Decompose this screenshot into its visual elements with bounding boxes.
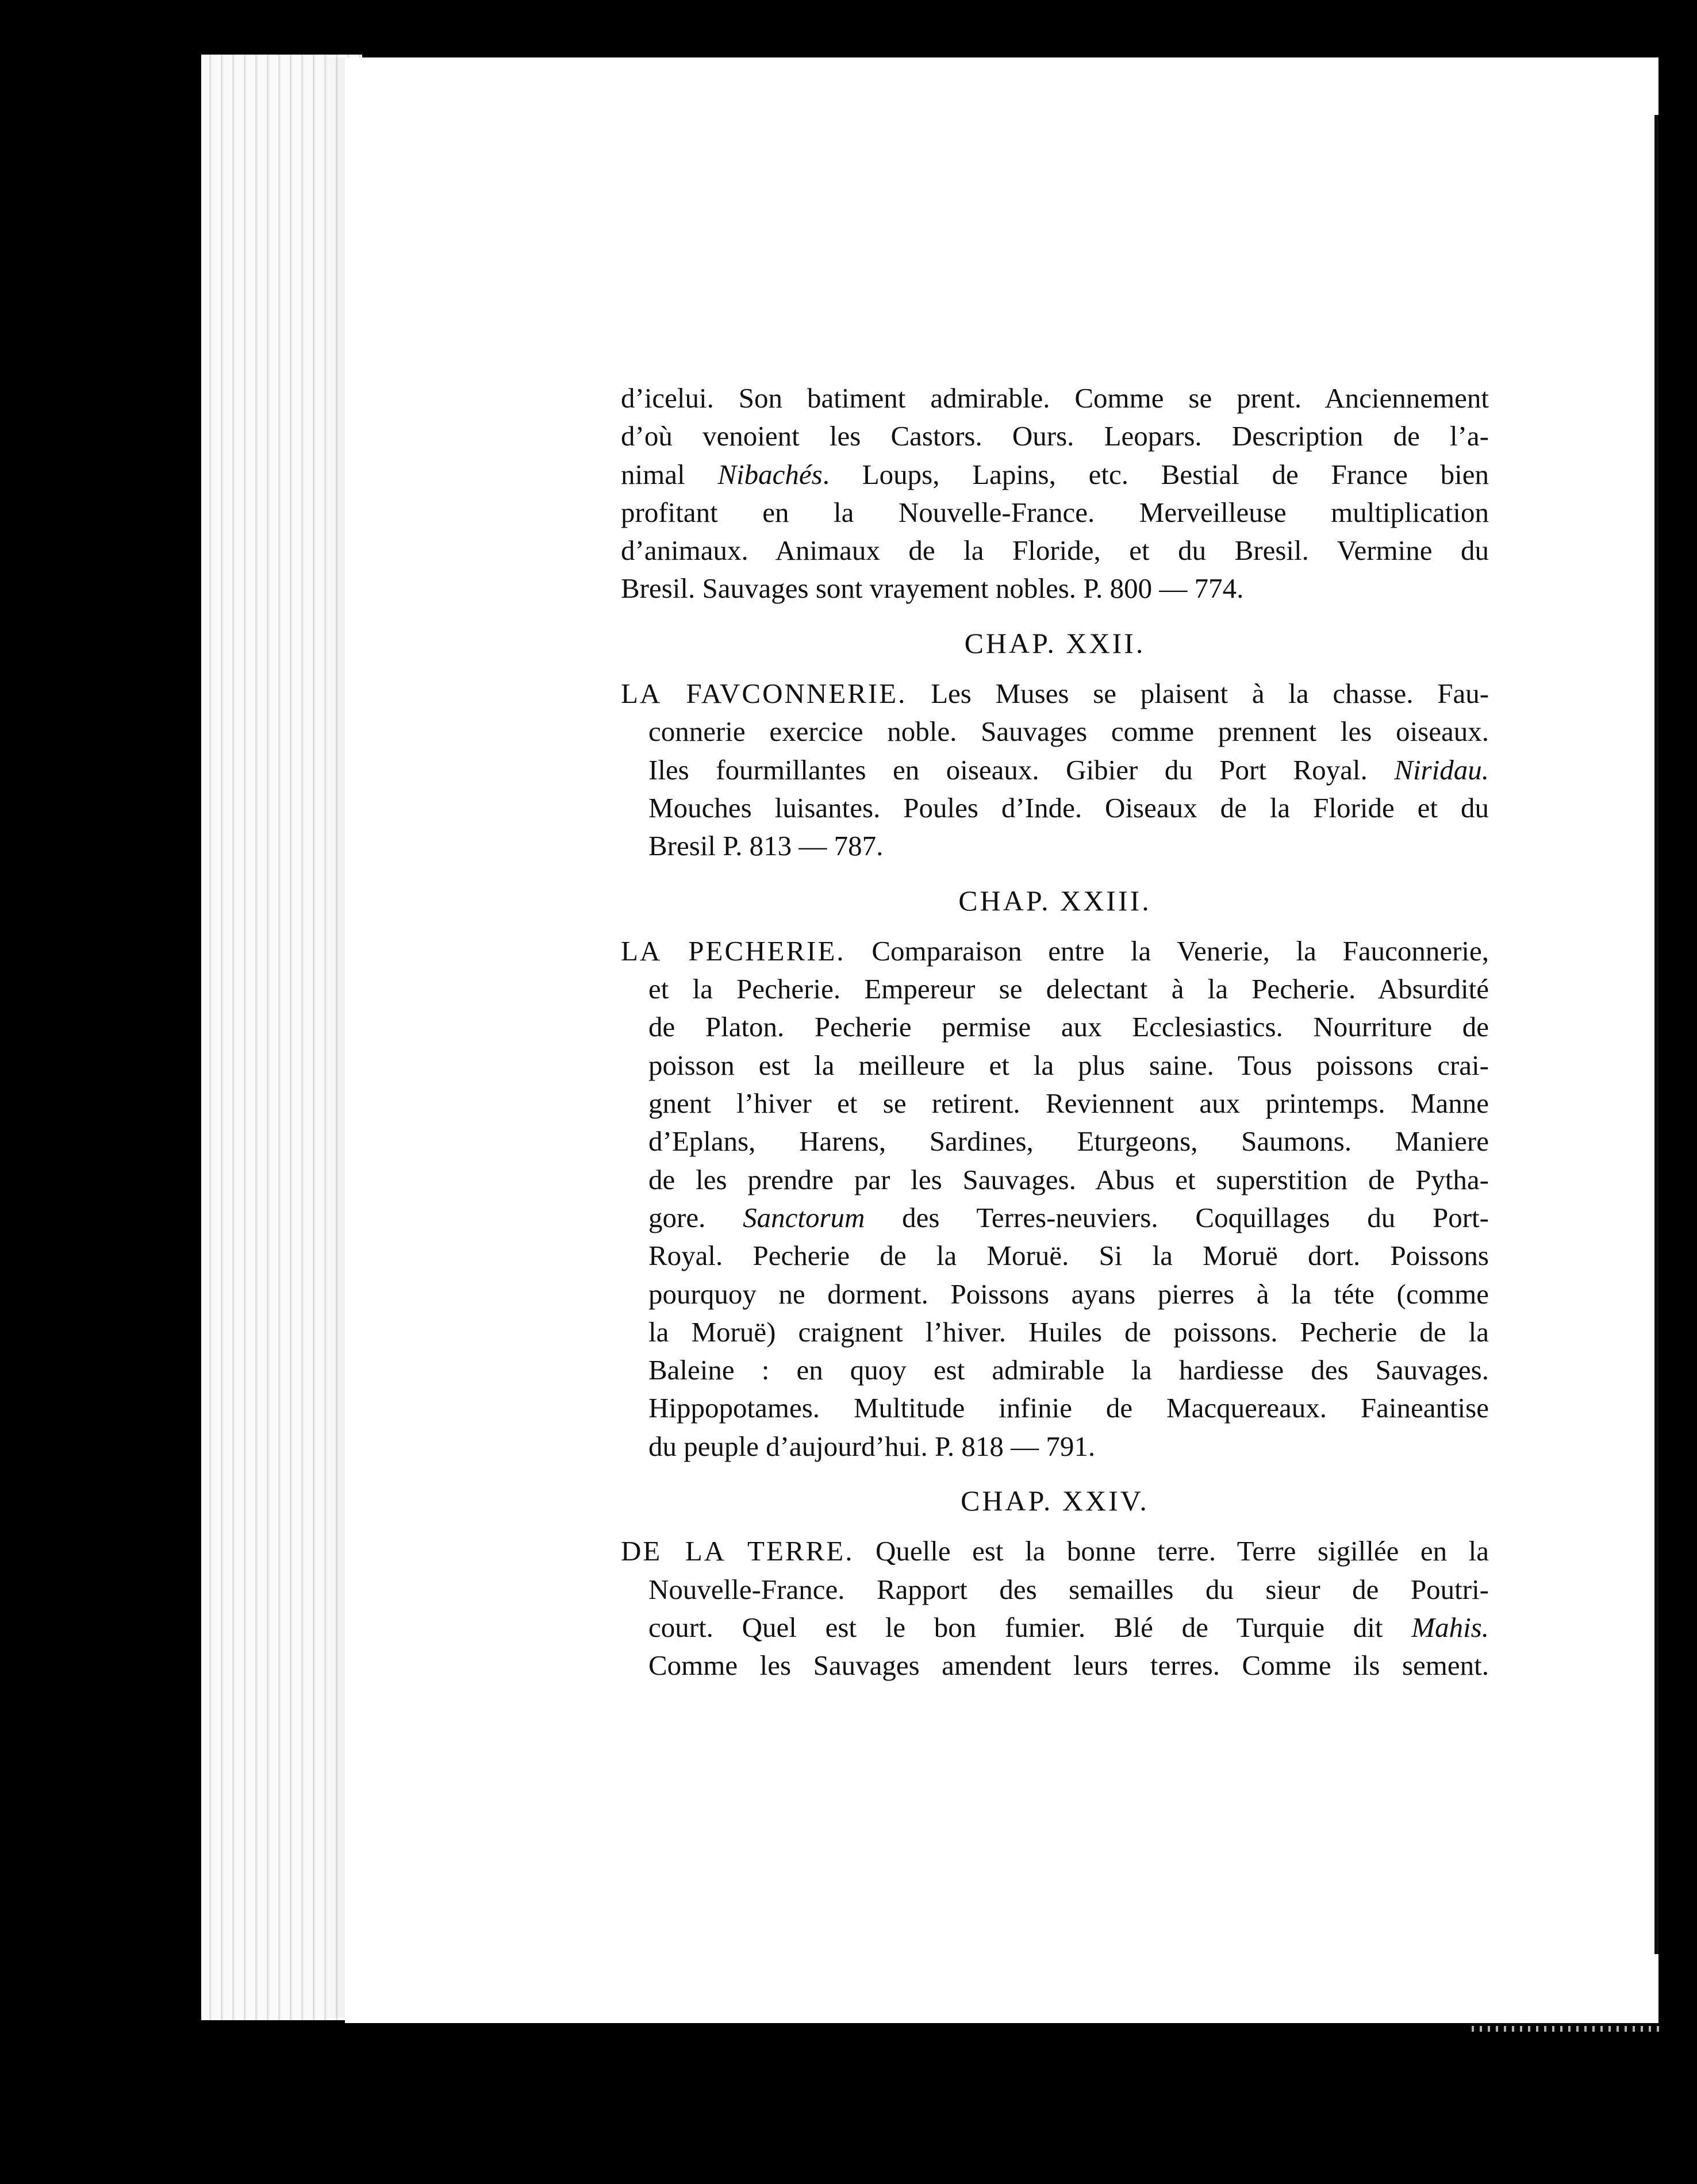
text-line: gnent l’hiver et se retirent. Reviennent aux printemps. Manne <box>648 1087 1489 1120</box>
text-line: d’animaux. Animaux de la Floride, et du Bresil. Vermine du <box>621 535 1489 567</box>
chapter-entry <box>586 1532 1489 1685</box>
text-line: et la Pecherie. Empereur se delectant à la Pecherie. Absurdité <box>648 973 1489 1005</box>
chapter-heading: CHAP. XXIV. <box>961 1485 1149 1517</box>
gutter-rule <box>1654 115 1658 1954</box>
text-line: Bresil. Sauvages sont vrayement nobles. P. 800 — 774. <box>621 572 1244 605</box>
prev-section <box>621 379 1489 608</box>
text-line <box>621 675 1489 713</box>
italic-term: Sanctorum <box>743 1201 865 1233</box>
edge-texture <box>1472 2026 1661 2032</box>
chapter-entry <box>586 675 1489 865</box>
text-line: court. Quel est le bon fumier. Blé de Turquie dit Mahis. <box>648 1611 1489 1643</box>
text-line: Royal. Pecherie de la Moruë. Si la Moruë dort. Poissons <box>648 1240 1489 1272</box>
text-line: de les prendre par les Sauvages. Abus et superstition de Pytha- <box>648 1163 1489 1195</box>
text-line: Baleine : en quoy est admirable la hardiesse des Sauvages. <box>648 1354 1489 1386</box>
text-line: nimal Nibachés. Loups, Lapins, etc. Bestial de France bien <box>621 458 1489 490</box>
text-line: d’Eplans, Harens, Sardines, Eturgeons, Saumons. Maniere <box>648 1125 1489 1158</box>
chapter-title: DE LA TERRE. <box>621 1535 854 1567</box>
page-text <box>621 379 1489 1685</box>
text-line: Comme les Sauvages amendent leurs terres. Comme ils sement. <box>648 1649 1489 1682</box>
chapter-heading: CHAP. XXII. <box>964 626 1146 659</box>
italic-term: Nibachés <box>717 458 823 490</box>
facing-page-edge <box>1604 57 1658 2023</box>
text-line <box>621 1532 1489 1570</box>
italic-term: Niridau. <box>1394 753 1489 786</box>
text-line: la Moruë) craignent l’hiver. Huiles de poissons. Pecherie de la <box>648 1316 1489 1348</box>
text-line: Nouvelle-France. Rapport des semailles du sieur de Poutri- <box>648 1573 1489 1605</box>
text-line: Bresil P. 813 — 787. <box>648 830 884 862</box>
chapter-heading: CHAP. XXIII. <box>958 884 1151 917</box>
text-span: Quelle est la bonne terre. Terre sigillée en la <box>875 1535 1489 1567</box>
text-span: Comparaison entre la Venerie, la Fauconnerie, <box>871 935 1489 967</box>
chapter-title: LA PECHERIE. <box>621 935 846 967</box>
text-span: Les Muses se plaisent à la chasse. Fau- <box>931 678 1489 710</box>
italic-term: Mahis. <box>1411 1611 1489 1643</box>
text-line: d’icelui. Son batiment admirable. Comme se prent. Anciennement <box>621 382 1489 414</box>
text-line: Mouches luisantes. Poules d’Inde. Oiseaux de la Floride et du <box>648 791 1489 824</box>
text-line: Hippopotames. Multitude infinie de Macquereaux. Faineantise <box>648 1392 1489 1424</box>
text-line: du peuple d’aujourd’hui. P. 818 — 791. <box>648 1430 1096 1462</box>
text-line: pourquoy ne dorment. Poissons ayans pierres à la téte (comme <box>648 1278 1489 1310</box>
text-line: gore. Sanctorum des Terres-neuviers. Coquillages du Port- <box>648 1201 1489 1233</box>
text-line: connerie exercice noble. Sauvages comme prennent les oiseaux. <box>648 716 1489 748</box>
text-line: profitant en la Nouvelle-France. Merveilleuse multiplication <box>621 496 1489 528</box>
text-line <box>621 932 1489 970</box>
text-line: d’où venoient les Castors. Ours. Leopars. Description de l’a- <box>621 420 1489 452</box>
text-line: Iles fourmillantes en oiseaux. Gibier du Port Royal. Niridau. <box>648 753 1489 786</box>
chapter-entry <box>586 932 1489 1466</box>
chapter-title: LA FAVCONNERIE. <box>621 678 907 710</box>
text-line: de Platon. Pecherie permise aux Ecclesiastics. Nourriture de <box>648 1011 1489 1043</box>
text-line: poisson est la meilleure et la plus saine. Tous poissons crai- <box>648 1049 1489 1081</box>
